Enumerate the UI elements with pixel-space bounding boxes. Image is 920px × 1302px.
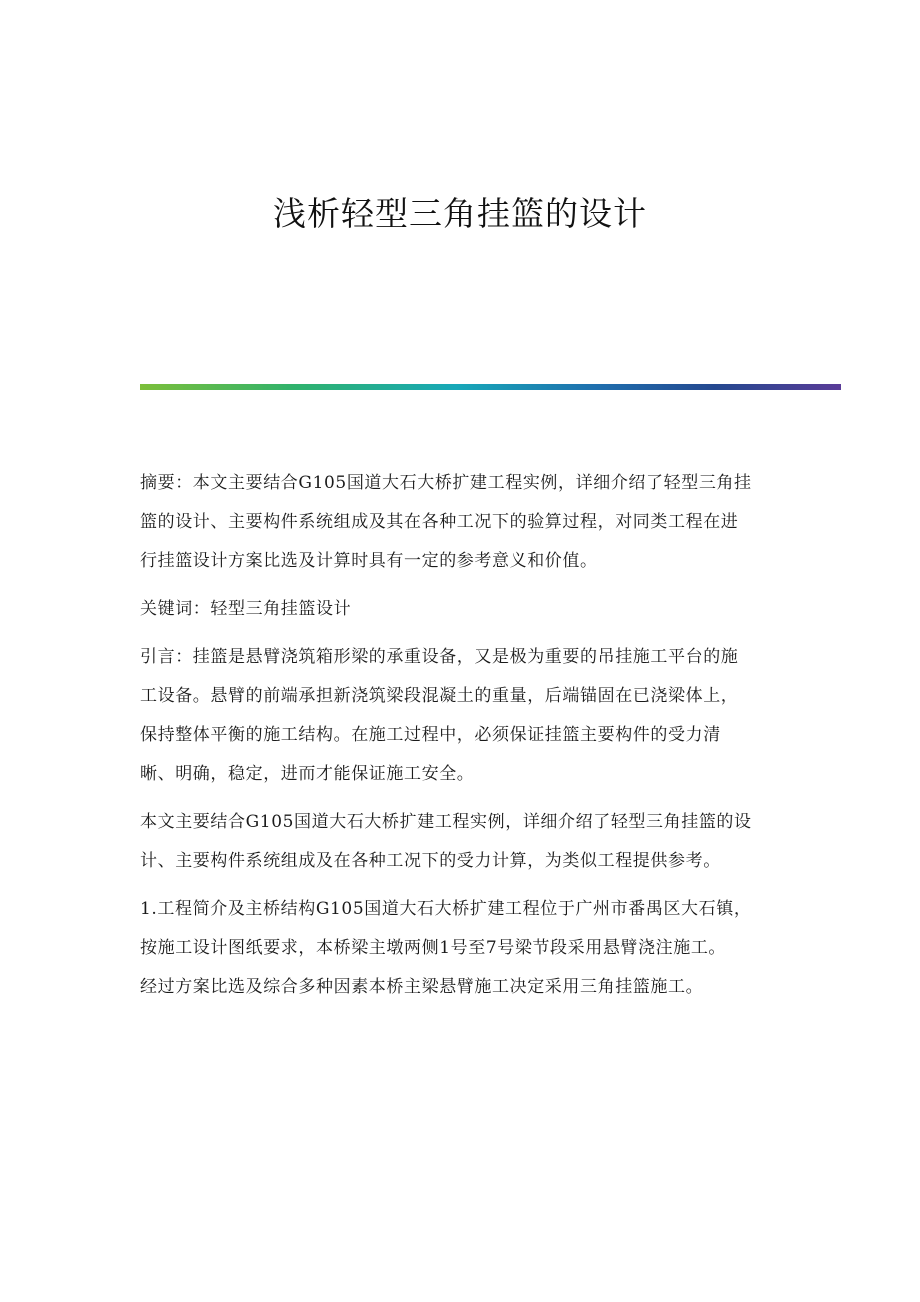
overview-paragraph [140, 803, 790, 881]
text-line: 保持整体平衡的施工结构。在施工过程中，必须保证挂篮主要构件的受力清 [140, 725, 721, 745]
text-line: 行挂篮设计方案比选及计算时具有一定的参考意义和价值。 [140, 551, 598, 571]
text-line: 按施工设计图纸要求，本桥梁主墩两侧1号至7号梁节段采用悬臂浇注施工。 [140, 938, 727, 958]
abstract-paragraph [140, 464, 790, 581]
keywords-paragraph [140, 590, 790, 629]
introduction-paragraph [140, 638, 790, 794]
document-title: 浅析轻型三角挂篮的设计 [273, 194, 647, 233]
text-line: 工设备。悬臂的前端承担新浇筑梁段混凝土的重量，后端锚固在已浇梁体上， [140, 686, 739, 706]
text-line: 引言：挂篮是悬臂浇筑箱形梁的承重设备，又是极为重要的吊挂施工平台的施 [140, 647, 739, 667]
text-line: 摘要：本文主要结合G105国道大石大桥扩建工程实例，详细介绍了轻型三角挂 [140, 473, 752, 493]
section-1-paragraph [140, 890, 790, 1007]
text-line: 经过方案比选及综合多种因素本桥主梁悬臂施工决定采用三角挂篮施工。 [140, 977, 704, 997]
document-body [140, 464, 790, 1016]
text-line: 计、主要构件系统组成及在各种工况下的受力计算，为类似工程提供参考。 [140, 851, 721, 871]
text-line: 晰、明确，稳定，进而才能保证施工安全。 [140, 764, 475, 784]
text-line: 本文主要结合G105国道大石大桥扩建工程实例，详细介绍了轻型三角挂篮的设 [140, 812, 752, 832]
text-line: 关键词：轻型三角挂篮设计 [140, 599, 352, 619]
title-divider [140, 384, 841, 390]
text-line: 篮的设计、主要构件系统组成及其在各种工况下的验算过程，对同类工程在进 [140, 512, 739, 532]
text-line: 1.工程简介及主桥结构G105国道大石大桥扩建工程位于广州市番禺区大石镇， [140, 899, 752, 919]
